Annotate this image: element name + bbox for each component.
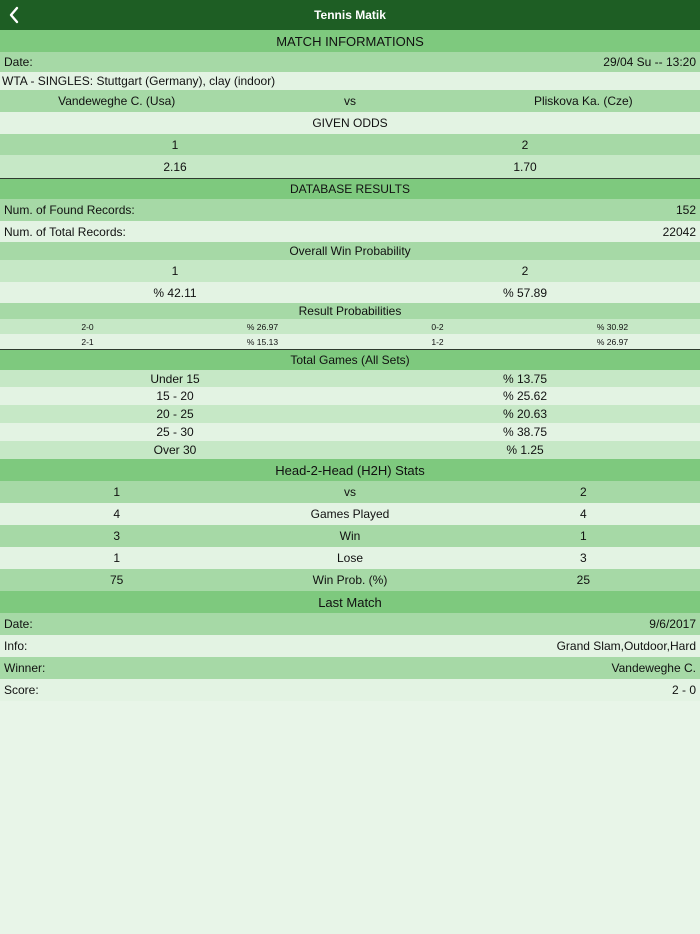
last-match-label: Score: (4, 683, 39, 697)
total-records-row (0, 221, 700, 242)
match-date-row (0, 52, 700, 72)
result-score-b: 0-2 (431, 321, 444, 332)
games-pct: % 20.63 (502, 407, 548, 421)
h2h-right: 2 (579, 485, 587, 499)
total-games-header (0, 349, 700, 370)
last-match-header-label: Last Match (318, 594, 382, 610)
last-match-value: Vandeweghe C. (611, 661, 696, 675)
found-records-label: Num. of Found Records: (4, 203, 135, 217)
h2h-row (0, 547, 700, 569)
last-match-row (0, 613, 700, 635)
odds-col1-label: 1 (171, 137, 179, 152)
last-match-header (0, 591, 700, 613)
games-range: 15 - 20 (156, 389, 194, 403)
h2h-right: 4 (579, 507, 587, 521)
games-range: Under 15 (150, 371, 200, 386)
database-results-header-label: DATABASE RESULTS (289, 182, 411, 196)
h2h-header (0, 459, 700, 481)
h2h-label: vs (343, 485, 356, 499)
h2h-header-label: Head-2-Head (H2H) Stats (275, 462, 425, 478)
h2h-left: 3 (113, 529, 120, 543)
total-records-value: 22042 (662, 224, 696, 239)
nav-bar (0, 0, 700, 30)
result-prob-header-label: Result Probabilities (298, 304, 402, 318)
match-date-value: 29/04 Su -- 13:20 (603, 55, 696, 69)
total-games-row (0, 405, 700, 423)
database-results-header (0, 178, 700, 199)
h2h-right: 25 (576, 573, 590, 587)
h2h-row (0, 569, 700, 591)
player2-name: Pliskova Ka. (Cze) (533, 94, 633, 108)
players-vs: vs (343, 94, 356, 108)
games-range: Over 30 (153, 443, 197, 457)
total-records-label: Num. of Total Records: (4, 224, 126, 239)
win-prob-labels-row (0, 260, 700, 282)
games-pct: % 13.75 (502, 371, 548, 386)
h2h-left: 75 (109, 573, 124, 587)
total-games-header-label: Total Games (All Sets) (290, 353, 410, 367)
games-pct: % 38.75 (502, 425, 548, 439)
odds-labels-row (0, 134, 700, 155)
last-match-label: Date: (4, 617, 33, 631)
result-prob-row (0, 319, 700, 334)
chevron-left-icon (8, 6, 20, 24)
total-games-row (0, 441, 700, 459)
h2h-label: Games Played (310, 507, 390, 521)
last-match-value: 2 - 0 (671, 683, 696, 697)
h2h-row (0, 503, 700, 525)
last-match-row (0, 679, 700, 701)
games-pct: % 25.62 (502, 389, 548, 403)
result-prob-header (0, 303, 700, 319)
match-info-header-label: MATCH INFORMATIONS (276, 33, 424, 49)
h2h-label: Win (339, 529, 361, 543)
result-pct-a: % 26.97 (246, 321, 279, 332)
h2h-label: Lose (336, 551, 363, 565)
h2h-right: 3 (579, 551, 587, 565)
overall-win-prob-header (0, 242, 700, 260)
player1-name: Vandeweghe C. (Usa) (58, 94, 176, 108)
odds-player1-value: 2.16 (163, 159, 187, 174)
h2h-row (0, 525, 700, 547)
total-games-row (0, 423, 700, 441)
last-match-label: Winner: (4, 661, 46, 675)
total-games-row (0, 370, 700, 387)
tournament-name: WTA - SINGLES: Stuttgart (Germany), clay (indoor) (2, 74, 276, 88)
win-prob-values-row (0, 282, 700, 303)
tournament-row (0, 72, 700, 90)
h2h-left: 4 (113, 507, 120, 521)
given-odds-header-label: GIVEN ODDS (312, 116, 388, 130)
last-match-row (0, 657, 700, 679)
back-button[interactable] (4, 3, 24, 27)
h2h-left: 1 (113, 485, 120, 499)
odds-player2-value: 1.70 (513, 159, 537, 174)
result-pct-a: % 15.13 (246, 336, 279, 347)
page-title: Tennis Matik (314, 8, 386, 22)
h2h-label: Win Prob. (%) (312, 573, 388, 587)
last-match-label: Info: (4, 639, 28, 653)
last-match-value: Grand Slam,Outdoor,Hard (556, 639, 696, 653)
win-prob-col1-label: 1 (171, 264, 179, 278)
total-games-row (0, 387, 700, 405)
win-prob-player1: % 42.11 (153, 285, 197, 300)
odds-values-row (0, 155, 700, 178)
result-pct-b: % 30.92 (596, 321, 629, 332)
match-info-header (0, 30, 700, 52)
players-row (0, 90, 700, 112)
result-pct-b: % 26.97 (596, 336, 629, 347)
result-score-a: 2-1 (81, 336, 94, 347)
h2h-left: 1 (113, 551, 120, 565)
games-range: 25 - 30 (156, 425, 194, 439)
given-odds-header (0, 112, 700, 134)
games-range: 20 - 25 (156, 407, 194, 421)
found-records-value: 152 (675, 203, 696, 217)
result-score-b: 1-2 (431, 336, 444, 347)
win-prob-player2: % 57.89 (502, 285, 548, 300)
match-date-label: Date: (4, 55, 33, 69)
h2h-right: 1 (579, 529, 587, 543)
last-match-row (0, 635, 700, 657)
overall-win-prob-label: Overall Win Probability (289, 244, 411, 258)
odds-col2-label: 2 (521, 137, 529, 152)
last-match-value: 9/6/2017 (649, 617, 696, 631)
result-prob-row (0, 334, 700, 349)
games-pct: % 1.25 (506, 443, 544, 457)
h2h-row (0, 481, 700, 503)
found-records-row (0, 199, 700, 221)
result-score-a: 2-0 (81, 321, 94, 332)
win-prob-col2-label: 2 (521, 264, 529, 278)
